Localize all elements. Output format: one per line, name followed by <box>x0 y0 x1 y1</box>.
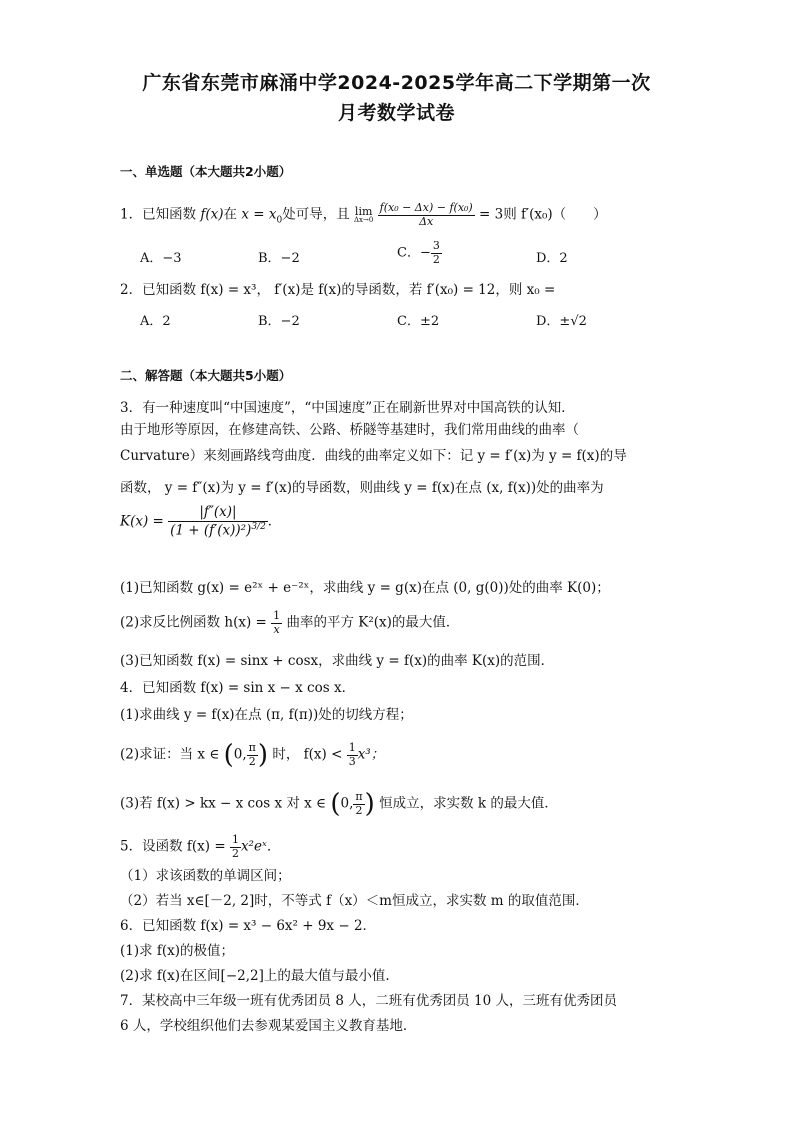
q1-point: x = x <box>241 206 277 223</box>
q1-fraction-numerator: f(x₀ − Δx) − f(x₀) <box>379 201 473 214</box>
q5-fraction-num: 1 <box>231 833 239 846</box>
q3-line-4: 函数， y = f″(x)为 y = f′(x)的导函数，则曲线 y = f(x)在点 (x, f(x))处的曲率为 <box>120 480 604 496</box>
q5-text-a: 5．设函数 f(x) = <box>120 838 226 855</box>
interval-close-paren-2: ) <box>364 789 375 820</box>
curvature-formula-denominator-base: (1 + (f′(x))²) <box>170 522 252 539</box>
q4-part-3-interval-fraction <box>353 791 364 817</box>
q5-text-b: x²eˣ． <box>240 838 281 855</box>
q4-part-3-interval-num: π <box>355 790 363 803</box>
q4-part-3-interval-den: 2 <box>355 803 363 817</box>
q4-interval-start: 0, <box>233 746 247 763</box>
q3-line-3: Curvature）来刻画路线弯曲度．曲线的曲率定义如下：记 y = f′(x)为 y = f(x)的导 <box>120 448 627 464</box>
q4-interval-fraction <box>247 742 258 768</box>
q5-line-1 <box>120 834 280 860</box>
q1-function: f(x) <box>200 206 224 223</box>
curvature-formula-denominator <box>168 522 268 539</box>
question-2: 2．已知函数 f(x) = x³， f′(x)是 f(x)的导函数，若 f′(x₀) = 12，则 x₀ = <box>120 282 556 298</box>
curvature-formula-numerator: |f″(x)| <box>168 505 268 522</box>
q1-text-after: = 3则 f′(x₀)（ ） <box>479 206 607 223</box>
q2-option-a: A．2 <box>140 314 171 329</box>
q5-fraction-den: 2 <box>231 846 239 860</box>
q3-line-2: 由于地形等原因，在修建高铁、公路、桥隧等基建时，我们常用曲线的曲率（ <box>120 422 579 438</box>
q2-option-b: B．−2 <box>258 314 300 329</box>
curvature-formula-exponent: 3/2 <box>251 521 266 532</box>
q7-line-2: 6 人，学校组织他们去参观某爱国主义教育基地． <box>120 1018 417 1034</box>
exam-title-line-1: 广东省东莞市麻涌中学2024-2025学年高二下学期第一次 <box>142 72 651 94</box>
q4-line-1: 4．已知函数 f(x) = sin x − x cos x． <box>120 680 356 696</box>
q1-limit-label: lim <box>354 205 373 219</box>
question-1: 1．已知函数 f(x)在 $x = x_0$处可导，且 lim Δx→0 $\frac{\text{f(x₀ − Δx) − f(x₀)}}{\Delta x}$ = 3则 f′(x₀)（ ） <box>120 201 607 228</box>
q4-part-2-text-a: (2)求证：当 x ∈ <box>120 746 220 763</box>
q4-part-3-interval-start: 0, <box>340 795 354 812</box>
curvature-formula-end: ． <box>267 513 282 530</box>
q3-part-2-fraction <box>271 610 282 636</box>
q1-option-b: B．−2 <box>258 251 300 266</box>
q3-part-2-den: x <box>273 622 280 636</box>
q1-option-c-num: 3 <box>432 239 440 252</box>
q1-option-c-fraction <box>431 240 442 266</box>
q1-limit <box>354 206 373 224</box>
q1-limit-sub: Δx→0 <box>354 216 374 225</box>
q2-option-c: C．±2 <box>397 314 440 329</box>
q4-part-2-text-c: x³； <box>357 746 385 763</box>
q1-option-c <box>397 240 442 266</box>
q1-option-a: A．−3 <box>140 251 182 266</box>
curvature-formula-fraction <box>168 505 268 539</box>
q6-part-1: (1)求 f(x)的极值； <box>120 943 235 959</box>
q5-part-1: （1）求该函数的单调区间； <box>120 868 291 884</box>
q4-interval-den: 2 <box>248 754 256 768</box>
q1-option-d: D．2 <box>536 251 568 266</box>
q4-part-3-text-b: 恒成立，求实数 k 的最大值． <box>379 795 558 812</box>
q4-interval-num: π <box>248 741 256 754</box>
q4-part-2-fraction <box>347 742 358 768</box>
q6-part-2: (2)求 f(x)在区间[−2,2]上的最大值与最小值. <box>120 968 390 984</box>
q5-fraction <box>230 834 241 860</box>
q4-part-2 <box>120 740 385 771</box>
q3-part-1: (1)已知函数 g(x) = e²ˣ + e⁻²ˣ，求曲线 y = g(x)在点 (0, g(0))处的曲率 K(0)； <box>120 580 610 596</box>
section-problem-solving-heading: 二、解答题（本大题共5小题） <box>120 368 292 383</box>
q3-part-3: (3)已知函数 f(x) = sinx + cosx，求曲线 y = f(x)的曲率 K(x)的范围． <box>120 653 555 669</box>
interval-open-paren: ( <box>223 740 234 771</box>
q4-part-2-den: 3 <box>348 754 356 768</box>
interval-close-paren: ) <box>257 740 269 771</box>
q2-option-d: D．±√2 <box>536 314 587 329</box>
curvature-formula <box>120 505 281 539</box>
q3-part-2 <box>120 610 459 636</box>
q1-fraction <box>378 202 475 228</box>
q1-text: 在 <box>223 206 242 223</box>
q3-part-2-text-b: 曲率的平方 K²(x)的最大值． <box>286 614 460 631</box>
q4-part-3-text-a: (3)若 f(x) > kx − x cos x 对 x ∈ <box>120 795 327 812</box>
interval-open-paren-2: ( <box>330 789 341 820</box>
section-single-choice-heading: 一、单选题（本大题共2小题） <box>120 164 292 179</box>
q3-part-2-text-a: (2)求反比例函数 h(x) = <box>120 614 267 631</box>
q1-option-c-label: C．− <box>397 245 431 261</box>
q4-part-2-num: 1 <box>348 741 356 754</box>
q4-part-2-text-b: 时， f(x) < <box>272 746 343 763</box>
exam-title-line-2: 月考数学试卷 <box>337 102 455 124</box>
q1-option-c-den: 2 <box>432 252 440 266</box>
q7-line-1: 7．某校高中三年级一班有优秀团员 8 人，二班有优秀团员 10 人，三班有优秀团员 <box>120 993 618 1009</box>
q3-line-1: 3．有一种速度叫“中国速度”，“中国速度”正在刷新世界对中国高铁的认知． <box>120 400 575 416</box>
q1-prefix: 1．已知函数 <box>120 206 201 223</box>
q4-part-3 <box>120 789 558 820</box>
q1-text-2: 处可导，且 <box>282 206 350 223</box>
curvature-formula-left: K(x) = <box>120 513 164 530</box>
q1-fraction-denominator: Δx <box>419 214 434 228</box>
q3-part-2-num: 1 <box>273 609 281 622</box>
q6-line-1: 6．已知函数 f(x) = x³ − 6x² + 9x − 2． <box>120 918 377 934</box>
q5-part-2: （2）若当 x∈[－2, 2]时，不等式 f（x）＜m恒成立，求实数 m 的取值范围． <box>120 893 589 909</box>
q4-part-1: (1)求曲线 y = f(x)在点 (π, f(π))处的切线方程； <box>120 707 413 723</box>
